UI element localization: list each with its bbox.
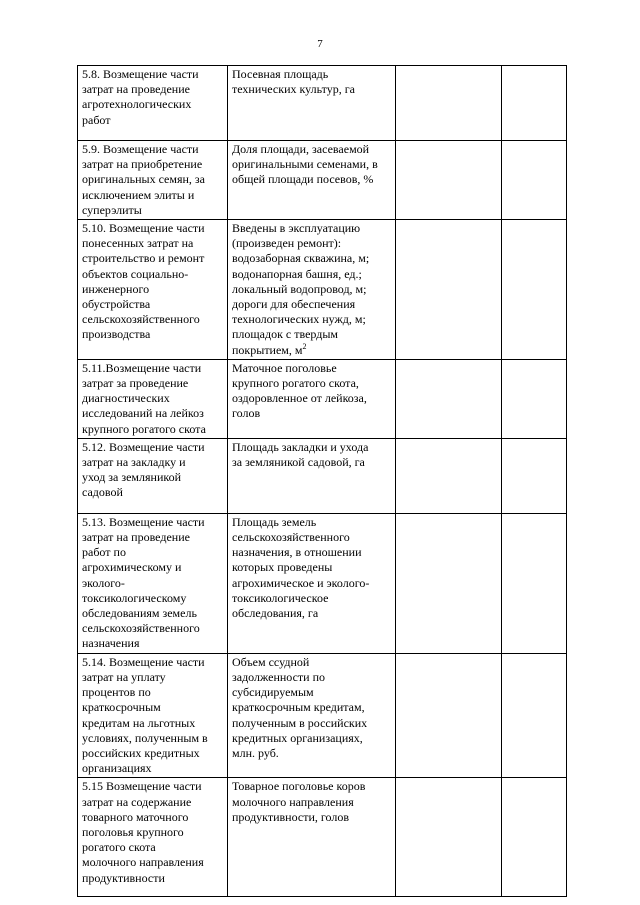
indicator-cell bbox=[228, 66, 396, 141]
cell-line: сельскохозяйственного bbox=[82, 312, 200, 327]
measure-cell bbox=[78, 778, 228, 897]
value-cell-1 bbox=[396, 359, 502, 438]
cell-line: поголовья крупного bbox=[82, 824, 184, 839]
value-cell-2 bbox=[502, 438, 567, 513]
cell-line: Введены в эксплуатацию bbox=[232, 221, 361, 236]
value-cell-2 bbox=[502, 778, 567, 897]
cell-line: работ по bbox=[82, 545, 126, 560]
measure-cell bbox=[78, 66, 228, 141]
cell-line: задолженности по bbox=[232, 669, 326, 684]
value-cell-1 bbox=[396, 66, 502, 141]
cell-line: обследования, га bbox=[232, 606, 319, 621]
cell-line: крупного рогатого скота, bbox=[232, 376, 359, 391]
cell-line: диагностических bbox=[82, 391, 170, 406]
cell-line: агрохимическому и bbox=[82, 560, 182, 575]
cell-line: крупного рогатого скота bbox=[82, 421, 206, 436]
cell-line: 5.10. Возмещение части bbox=[82, 221, 205, 236]
cell-line: Объем ссудной bbox=[232, 654, 310, 669]
cell-line: оригинальными семенами, в bbox=[232, 157, 378, 172]
cell-line: 5.8. Возмещение части bbox=[82, 67, 199, 81]
table-row bbox=[78, 438, 567, 513]
cell-line: млн. руб. bbox=[232, 745, 279, 760]
cell-line: затрат на проведение bbox=[82, 82, 190, 97]
measure-cell bbox=[78, 438, 228, 513]
cell-line: локальный водопровод, м; bbox=[232, 281, 367, 296]
measure-cell bbox=[78, 141, 228, 220]
cell-line: Площадь земель bbox=[232, 514, 317, 529]
cell-line: сельскохозяйственного bbox=[232, 530, 350, 545]
table-row bbox=[78, 141, 567, 220]
measure-cell bbox=[78, 359, 228, 438]
cell-line: понесенных затрат на bbox=[82, 236, 194, 251]
cell-line: общей площади посевов, % bbox=[232, 172, 374, 187]
indicator-cell bbox=[228, 220, 396, 360]
table-row bbox=[78, 778, 567, 897]
cell-line: краткосрочным кредитам, bbox=[232, 700, 365, 715]
cell-line: Посевная площадь bbox=[232, 67, 329, 81]
superscript: 2 bbox=[302, 341, 307, 351]
cell-line: за земляникой садовой, га bbox=[232, 455, 365, 470]
value-cell-2 bbox=[502, 359, 567, 438]
cell-line: молочного направления bbox=[232, 794, 354, 809]
cell-line: затрат на уплату bbox=[82, 669, 166, 684]
table-row bbox=[78, 359, 567, 438]
value-cell-2 bbox=[502, 66, 567, 141]
cell-line: покрытием, $м^2$ bbox=[232, 341, 307, 357]
cell-line: молочного направления bbox=[82, 855, 204, 870]
indicator-cell bbox=[228, 359, 396, 438]
indicator-cell bbox=[228, 653, 396, 778]
measure-cell bbox=[78, 653, 228, 778]
cell-line: голов bbox=[232, 406, 261, 421]
cell-line: уход за земляникой bbox=[82, 470, 182, 485]
cell-line: садовой bbox=[82, 485, 123, 500]
cell-line: организациях bbox=[82, 761, 152, 776]
measure-cell bbox=[78, 513, 228, 653]
indicator-cell bbox=[228, 778, 396, 897]
cell-line: российских кредитных bbox=[82, 745, 200, 760]
table-row bbox=[78, 220, 567, 360]
value-cell-2 bbox=[502, 513, 567, 653]
cell-line: товарного маточного bbox=[82, 809, 189, 824]
cell-line: субсидируемым bbox=[232, 685, 314, 700]
cell-line: объектов социально- bbox=[82, 266, 189, 281]
cell-line: затрат на приобретение bbox=[82, 157, 203, 172]
cell-line: исследований на лейкоз bbox=[82, 406, 204, 421]
cell-line: строительство и ремонт bbox=[82, 251, 205, 266]
cell-line: 5.9. Возмещение части bbox=[82, 142, 199, 156]
table-row bbox=[78, 513, 567, 653]
cell-line: назначения, в отношении bbox=[232, 545, 362, 560]
cell-line: эколого- bbox=[82, 575, 125, 590]
cell-line: 5.11.Возмещение части bbox=[82, 360, 202, 375]
cell-line: которых проведены bbox=[232, 560, 333, 575]
cell-line: затрат на содержание bbox=[82, 794, 192, 809]
cell-line: краткосрочным bbox=[82, 700, 161, 715]
cell-line: Товарное поголовье коров bbox=[232, 779, 366, 794]
cell-line: исключением элиты и bbox=[82, 187, 195, 202]
cell-line: оздоровленное от лейкоза, bbox=[232, 391, 367, 406]
cell-line: затрат за проведение bbox=[82, 376, 189, 391]
cell-line: дороги для обеспечения bbox=[232, 297, 356, 312]
cell-line: агротехнологических bbox=[82, 97, 192, 112]
cell-line: водонапорная башня, ед.; bbox=[232, 266, 362, 281]
cell-line: затрат на закладку и bbox=[82, 455, 186, 470]
cell-line: кредитных организациях, bbox=[232, 730, 363, 745]
cell-line: процентов по bbox=[82, 685, 151, 700]
value-cell-1 bbox=[396, 141, 502, 220]
value-cell-2 bbox=[502, 141, 567, 220]
cell-line: Площадь закладки и ухода bbox=[232, 439, 369, 454]
cell-line: инженерного bbox=[82, 281, 150, 296]
page-number: 7 bbox=[317, 38, 323, 50]
cell-line: 5.14. Возмещение части bbox=[82, 654, 205, 669]
value-cell-2 bbox=[502, 653, 567, 778]
cell-line: Маточное поголовье bbox=[232, 360, 337, 375]
value-cell-1 bbox=[396, 653, 502, 778]
cell-line: кредитам на льготных bbox=[82, 715, 196, 730]
cell-line: оригинальных семян, за bbox=[82, 172, 205, 187]
cell-line: обследованиям земель bbox=[82, 606, 197, 621]
cell-line: продуктивности bbox=[82, 870, 165, 885]
cell-line: назначения bbox=[82, 636, 140, 651]
table-row bbox=[78, 653, 567, 778]
cell-line: сельскохозяйственного bbox=[82, 621, 200, 636]
value-cell-1 bbox=[396, 778, 502, 897]
table-row bbox=[78, 66, 567, 141]
cell-line: технологических нужд, м; bbox=[232, 312, 366, 327]
measure-cell bbox=[78, 220, 228, 360]
cell-line: полученным в российских bbox=[232, 715, 368, 730]
cell-line: токсикологическому bbox=[82, 590, 187, 605]
cell-line: рогатого скота bbox=[82, 840, 156, 855]
cell-line: агрохимическое и эколого- bbox=[232, 575, 370, 590]
cell-line: затрат на проведение bbox=[82, 530, 190, 545]
cell-line: суперэлиты bbox=[82, 202, 142, 217]
cell-line: Доля площади, засеваемой bbox=[232, 142, 370, 156]
cell-line: (произведен ремонт): bbox=[232, 236, 342, 251]
cell-line: продуктивности, голов bbox=[232, 809, 350, 824]
cell-line: 5.15 Возмещение части bbox=[82, 779, 202, 794]
cell-line: 5.12. Возмещение части bbox=[82, 439, 205, 454]
cell-line: условиях, полученным в bbox=[82, 730, 208, 745]
indicator-cell bbox=[228, 513, 396, 653]
cell-line: площадок с твердым bbox=[232, 327, 339, 342]
indicator-cell bbox=[228, 141, 396, 220]
cell-line: водозаборная скважина, м; bbox=[232, 251, 370, 266]
value-cell-2 bbox=[502, 220, 567, 360]
cell-line: 5.13. Возмещение части bbox=[82, 514, 205, 529]
cell-line: обустройства bbox=[82, 297, 151, 312]
measures-table bbox=[77, 65, 567, 897]
table-body bbox=[78, 66, 567, 897]
value-cell-1 bbox=[396, 220, 502, 360]
value-cell-1 bbox=[396, 513, 502, 653]
cell-line: технических культур, га bbox=[232, 82, 355, 97]
cell-line: работ bbox=[82, 112, 111, 127]
value-cell-1 bbox=[396, 438, 502, 513]
cell-line: производства bbox=[82, 327, 151, 342]
cell-line: токсикологическое bbox=[232, 590, 329, 605]
indicator-cell bbox=[228, 438, 396, 513]
